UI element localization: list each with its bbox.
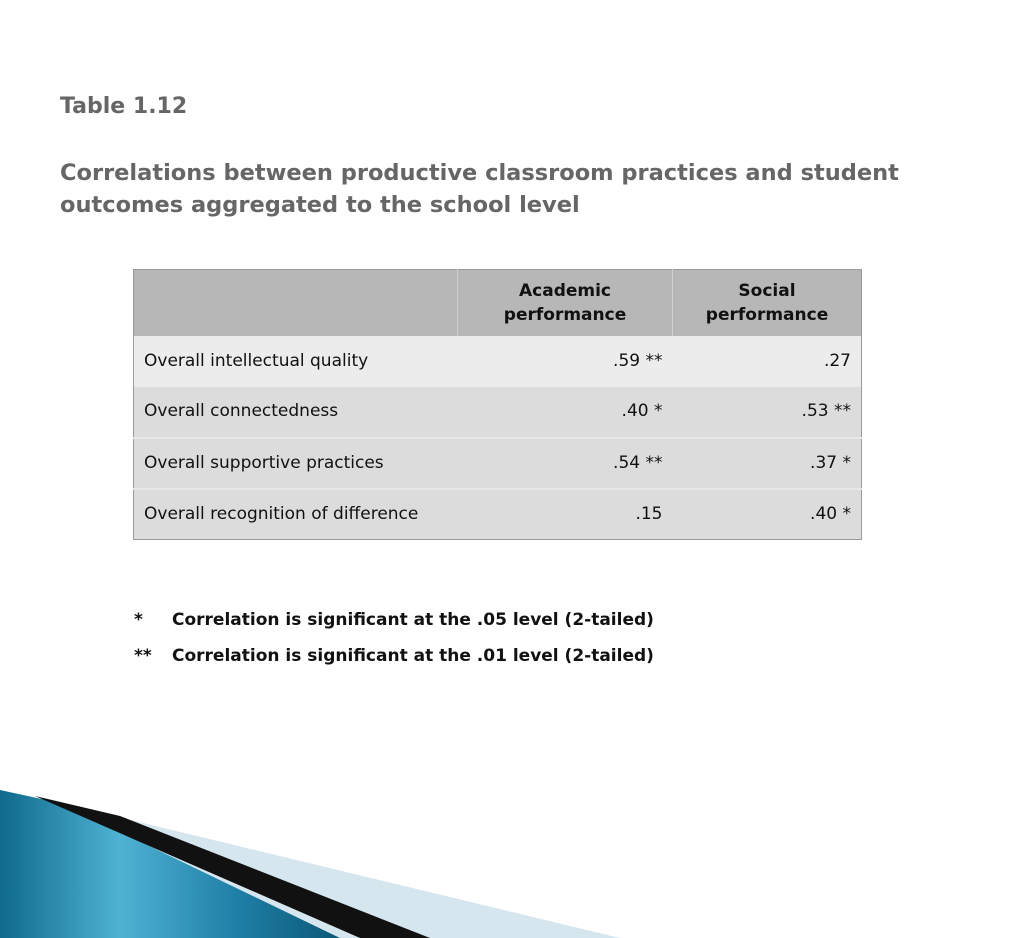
header-cell-empty: [134, 270, 458, 336]
table-header-row: [134, 270, 862, 336]
footnote-text: Correlation is significant at the .05 level (2-tailed): [172, 610, 654, 630]
table-row: [134, 336, 862, 387]
social-value: .27: [673, 336, 862, 387]
academic-value: .15: [458, 489, 673, 540]
page-title: Correlations between productive classroom practices and student outcomes aggregated to the school level: [60, 160, 899, 218]
social-value: .53 **: [673, 387, 862, 438]
academic-value: .59 **: [458, 336, 673, 387]
row-label: Overall recognition of difference: [134, 489, 458, 540]
academic-value: .54 **: [458, 438, 673, 489]
footnote-mark: **: [134, 646, 152, 666]
academic-value: .40 *: [458, 387, 673, 438]
table-row: [134, 438, 862, 489]
header-cell-academic: Academic performance: [458, 270, 673, 336]
footnote: [134, 641, 654, 677]
footnote: [134, 605, 654, 641]
social-value: .40 *: [673, 489, 862, 540]
table-row: [134, 489, 862, 540]
footnote-text: Correlation is significant at the .01 level (2-tailed): [172, 646, 654, 666]
decorative-swoosh: [0, 778, 620, 938]
social-value: .37 *: [673, 438, 862, 489]
correlation-table: [133, 269, 862, 540]
row-label: Overall connectedness: [134, 387, 458, 438]
row-label: Overall intellectual quality: [134, 336, 458, 387]
table-row: [134, 387, 862, 438]
row-label: Overall supportive practices: [134, 438, 458, 489]
header-cell-social: Social performance: [673, 270, 862, 336]
footnotes: [134, 605, 654, 677]
footnote-mark: *: [134, 610, 143, 630]
table-label: Table 1.12: [60, 94, 188, 119]
